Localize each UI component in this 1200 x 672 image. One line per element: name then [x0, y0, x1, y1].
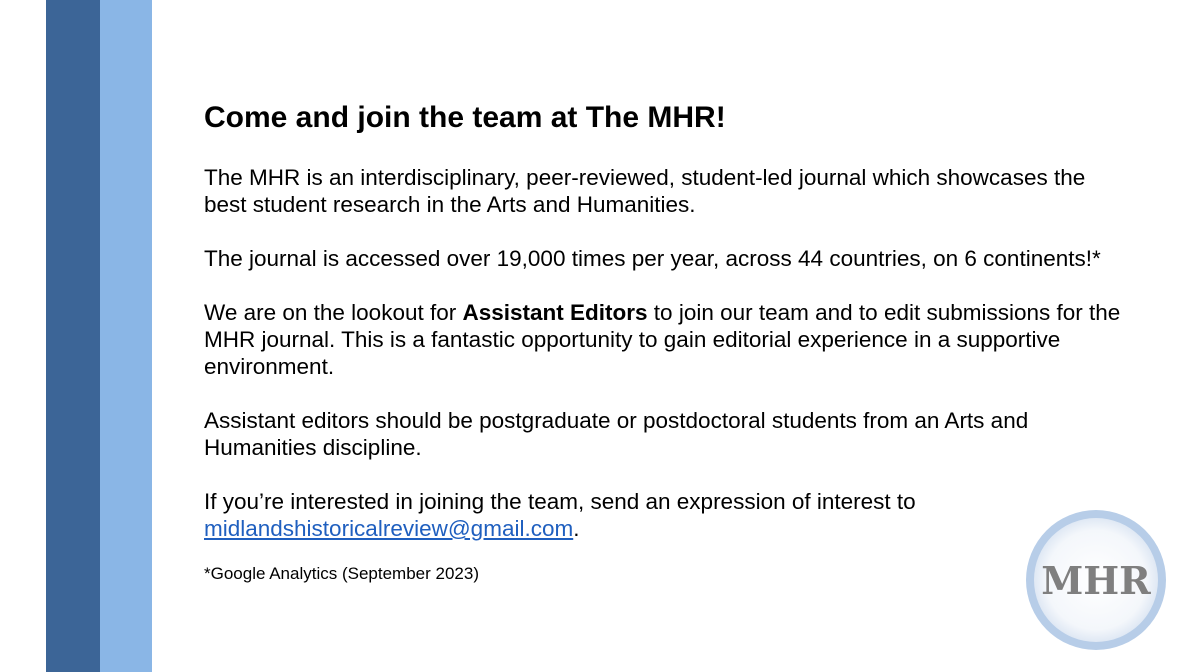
stats-paragraph: The journal is accessed over 19,000 times per year, across 44 countries, on 6 continents!*	[204, 246, 1101, 271]
contact-period: .	[573, 516, 580, 541]
role-highlight: Assistant Editors	[462, 300, 648, 325]
logo-text: MHR	[1041, 558, 1151, 603]
lookout-paragraph	[204, 299, 1134, 380]
decorative-stripe-light	[100, 0, 152, 672]
contact-paragraph	[204, 488, 1164, 542]
intro-paragraph: The MHR is an interdisciplinary, peer-reviewed, student-led journal which showcases the best student research in the Arts and Humanities.	[204, 165, 1086, 217]
page-title: Come and join the team at The MHR!	[204, 101, 726, 134]
footnote: *Google Analytics (September 2023)	[204, 564, 479, 583]
contact-text: If you’re interested in joining the team, send an expression of interest to	[204, 489, 916, 514]
eligibility-paragraph: Assistant editors should be postgraduate or postdoctoral students from an Arts and Humanities discipline.	[204, 408, 1029, 460]
lookout-text-start: We are on the lookout for	[204, 300, 463, 325]
lookout-text-end: to join our team and to edit submissions for the MHR journal. This is a fantastic opportunity to gain editorial experience in a supportive environment.	[204, 300, 1121, 379]
decorative-stripe-dark	[46, 0, 100, 672]
content-body	[204, 98, 1164, 585]
email-link[interactable]: midlandshistoricalreview@gmail.com	[204, 516, 574, 541]
mhr-logo	[1023, 507, 1169, 653]
